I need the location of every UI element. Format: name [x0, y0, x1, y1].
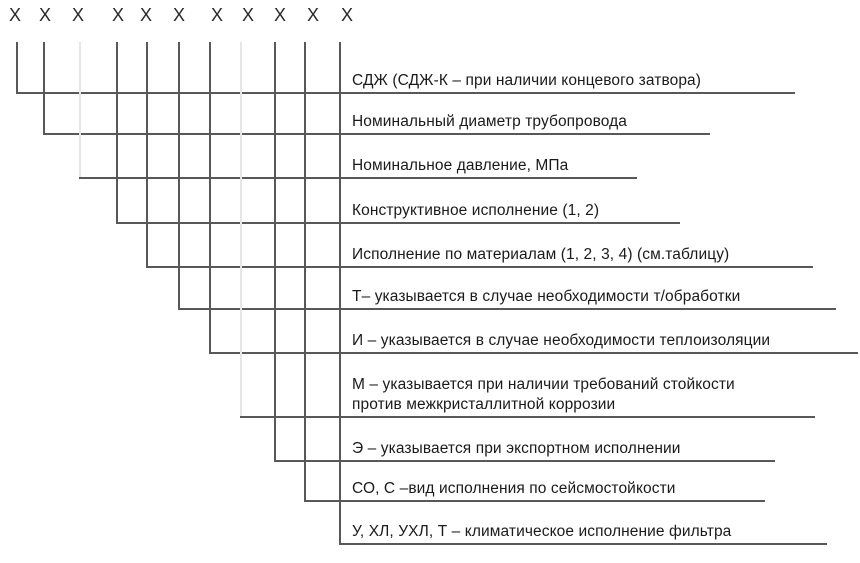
connector-line-vertical-2	[43, 42, 45, 133]
code-position-marker-10: X	[306, 5, 320, 25]
connector-underline-5	[146, 266, 813, 268]
connector-line-vertical-5	[146, 42, 148, 266]
row-label-line: СДЖ (СДЖ-К – при наличии концевого затвора)	[352, 72, 702, 89]
connector-underline-6	[178, 308, 836, 310]
connector-line-vertical-3	[79, 42, 81, 177]
row-label-line: У, ХЛ, УХЛ, Т – климатическое исполнение фильтра	[352, 523, 732, 540]
code-position-marker-2: X	[38, 5, 52, 25]
row-label-1	[352, 71, 701, 91]
row-label-7	[352, 331, 770, 351]
code-position-marker-8: X	[241, 5, 255, 25]
code-position-marker-7: X	[210, 5, 224, 25]
row-label-10	[352, 479, 676, 499]
row-label-8	[352, 375, 735, 415]
row-label-6	[352, 287, 740, 307]
row-label-line: СО, С –вид исполнения по сейсмостойкости	[352, 480, 676, 497]
connector-line-vertical-6	[178, 42, 180, 308]
connector-underline-11	[339, 543, 827, 545]
connector-line-vertical-4	[116, 42, 118, 222]
row-label-line: Конструктивное исполнение (1, 2)	[352, 202, 600, 219]
connector-underline-1	[16, 92, 795, 94]
connector-line-vertical-1	[16, 42, 18, 92]
connector-underline-2	[43, 133, 710, 135]
row-label-5	[352, 245, 729, 265]
row-label-line: Т– указывается в случае необходимости т/обработки	[352, 288, 741, 305]
connector-underline-10	[304, 500, 765, 502]
connector-underline-7	[209, 352, 858, 354]
code-position-marker-9: X	[273, 5, 287, 25]
row-label-line: Э – указывается при экспортном исполнении	[352, 440, 681, 457]
connector-underline-3	[79, 177, 637, 179]
connector-underline-9	[274, 460, 775, 462]
row-label-line: М – указывается при наличии требований стойкости	[352, 376, 735, 393]
code-position-marker-1: X	[8, 5, 22, 25]
connector-line-vertical-7	[209, 42, 211, 352]
connector-line-vertical-9	[274, 42, 276, 460]
row-label-9	[352, 439, 681, 459]
code-position-marker-6: X	[172, 5, 186, 25]
row-label-line: Номинальный диаметр трубопровода	[352, 113, 628, 130]
row-label-line: Номинальное давление, МПа	[352, 157, 569, 174]
row-label-3	[352, 156, 568, 176]
row-label-4	[352, 201, 599, 221]
connector-line-vertical-8	[240, 42, 242, 416]
code-position-marker-4: X	[111, 5, 125, 25]
code-position-marker-5: X	[139, 5, 153, 25]
row-label-line: против межкристаллитной коррозии	[352, 396, 616, 413]
connector-line-vertical-11	[339, 42, 341, 543]
connector-line-vertical-10	[304, 42, 306, 500]
connector-underline-8	[240, 416, 815, 418]
connector-underline-4	[116, 222, 680, 224]
row-label-11	[352, 522, 731, 542]
row-label-line: И – указывается в случае необходимости теплоизоляции	[352, 332, 771, 349]
code-position-marker-11: X	[340, 5, 354, 25]
code-position-marker-3: X	[71, 5, 85, 25]
row-label-line: Исполнение по материалам (1, 2, 3, 4) (см.таблицу)	[352, 246, 730, 263]
row-label-2	[352, 112, 627, 132]
